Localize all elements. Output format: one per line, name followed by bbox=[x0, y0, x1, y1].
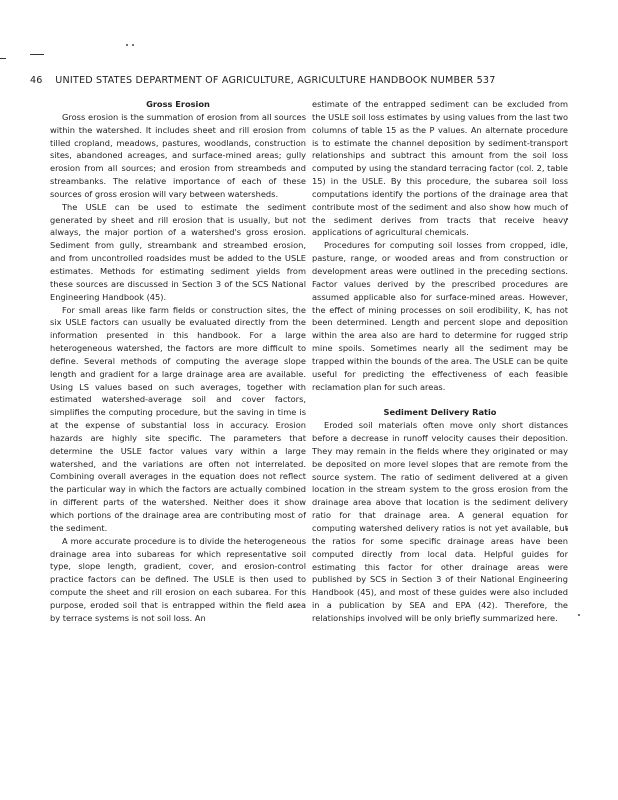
paragraph: For small areas like farm fields or construction sites, the six USLE factors can usually be evaluated directly from the information presented in this handbook. For a large heterogeneous watershed, the factors are more difficult to define. Several methods of computing the average slope length and gradient for a large drainage area are available. Using LS values based on such averages, together with estimated watershed-average soil and cover factors, simplifies the computing procedure, but the saving in time is at the expense of substantial loss in accuracy. Erosion hazards are highly site specific. The parameters that determine the USLE factor values vary within a large watershed, and the variations are often not interrelated. Combining overall averages in the equation does not reflect the particular way in which the factors are actually combined in different parts of the watershed. Neither does it show which portions of the drainage area are contributing most of the sediment. bbox=[50, 304, 306, 533]
running-head bbox=[30, 75, 600, 86]
scan-dot bbox=[126, 44, 128, 46]
left-column bbox=[50, 98, 306, 625]
paragraph: Eroded soil materials often move only short distances before a decrease in runoff velocity causes their deposition. They may remain in the fields where they originated or may be deposited on more level slopes that are remote from the source system. The ratio of sediment delivered at a given location in the stream system to the gross erosion from the drainage area above that location is the sediment delivery ratio for that drainage area. A general equation for computing watershed delivery ratios is not yet available, but the ratios for some specific drainage areas have been computed directly from local data. Helpful guides for estimating this factor for other drainage areas were published by SCS in Section 3 of their National Engineering Handbook (45), and most of these guides were also included in a publication by SEA and EPA (42). Therefore, the relationships involved will be only briefly summarized here. bbox=[312, 420, 568, 623]
scan-mark bbox=[30, 54, 44, 55]
scan-dot bbox=[578, 614, 580, 616]
scan-dot bbox=[132, 44, 134, 46]
paragraph: Procedures for computing soil losses from cropped, idle, pasture, range, or wooded areas and from construction or development areas were outlined in the preceding sections. Factor values derived by the prescribed procedures are assumed applicable also for surface-mined areas. However, the effect of mining processes on soil erodibility, K, has not been determined. Length and percent slope and deposition within the area also are hard to determine for rugged strip mine spoils. Sometimes nearly all the sediment may be trapped within the bounds of the area. The USLE can be quite useful for predicting the effectiveness of each feasible reclamation plan for such areas. bbox=[312, 240, 568, 392]
scan-mark bbox=[0, 58, 6, 59]
section-heading-gross-erosion: Gross Erosion bbox=[146, 99, 210, 109]
paragraph: A more accurate procedure is to divide the heterogeneous drainage area into subareas for which representative soil type, slope length, gradient, cover, and erosion-control practice factors can be defined. The USLE is then used to compute the sheet and rill erosion on each subarea. For this purpose, eroded soil that is entrapped within the field area by terrace systems is not soil loss. An bbox=[50, 535, 306, 623]
right-column bbox=[312, 98, 568, 625]
running-title: UNITED STATES DEPARTMENT OF AGRICULTURE, AGRICULTURE HANDBOOK NUMBER 537 bbox=[55, 75, 496, 86]
section-heading-sediment-delivery-ratio: Sediment Delivery Ratio bbox=[383, 407, 497, 418]
paragraph: The USLE can be used to estimate the sediment generated by sheet and rill erosion that is usually, but not always, the major portion of a watershed's gross erosion. Sediment from gully, streambank and streambed erosion, and from uncontrolled roadsides must be added to the USLE estimates. Methods for estimating sediment yields from these sources are discussed in Section 3 of the SCS National Engineering Handbook (45). bbox=[50, 201, 306, 302]
paragraph: estimate of the entrapped sediment can be excluded from the USLE soil loss estimates by using values from the last two columns of table 15 as the P values. An alternate procedure is to estimate the channel deposition by sediment-transport relationships and subtract this amount from the soil loss computed by using the standard terracing factor (col. 2, table 15) in the USLE. By this procedure, the subarea soil loss computations identify the portions of the drainage area that contribute most of the sediment and also show how much of the sediment derives from tracts that receive heavy applications of agricultural chemicals. bbox=[312, 99, 568, 238]
page-number: 46 bbox=[30, 75, 43, 86]
paragraph: Gross erosion is the summation of erosion from all sources within the watershed. It includes sheet and rill erosion from tilled cropland, meadows, pastures, woodlands, construction sites, abandoned acreages, and surface-mined areas; gully erosion from all sources; and erosion from streambeds and streambanks. The relative importance of each of these sources of gross erosion will vary between watersheds. bbox=[50, 111, 306, 199]
